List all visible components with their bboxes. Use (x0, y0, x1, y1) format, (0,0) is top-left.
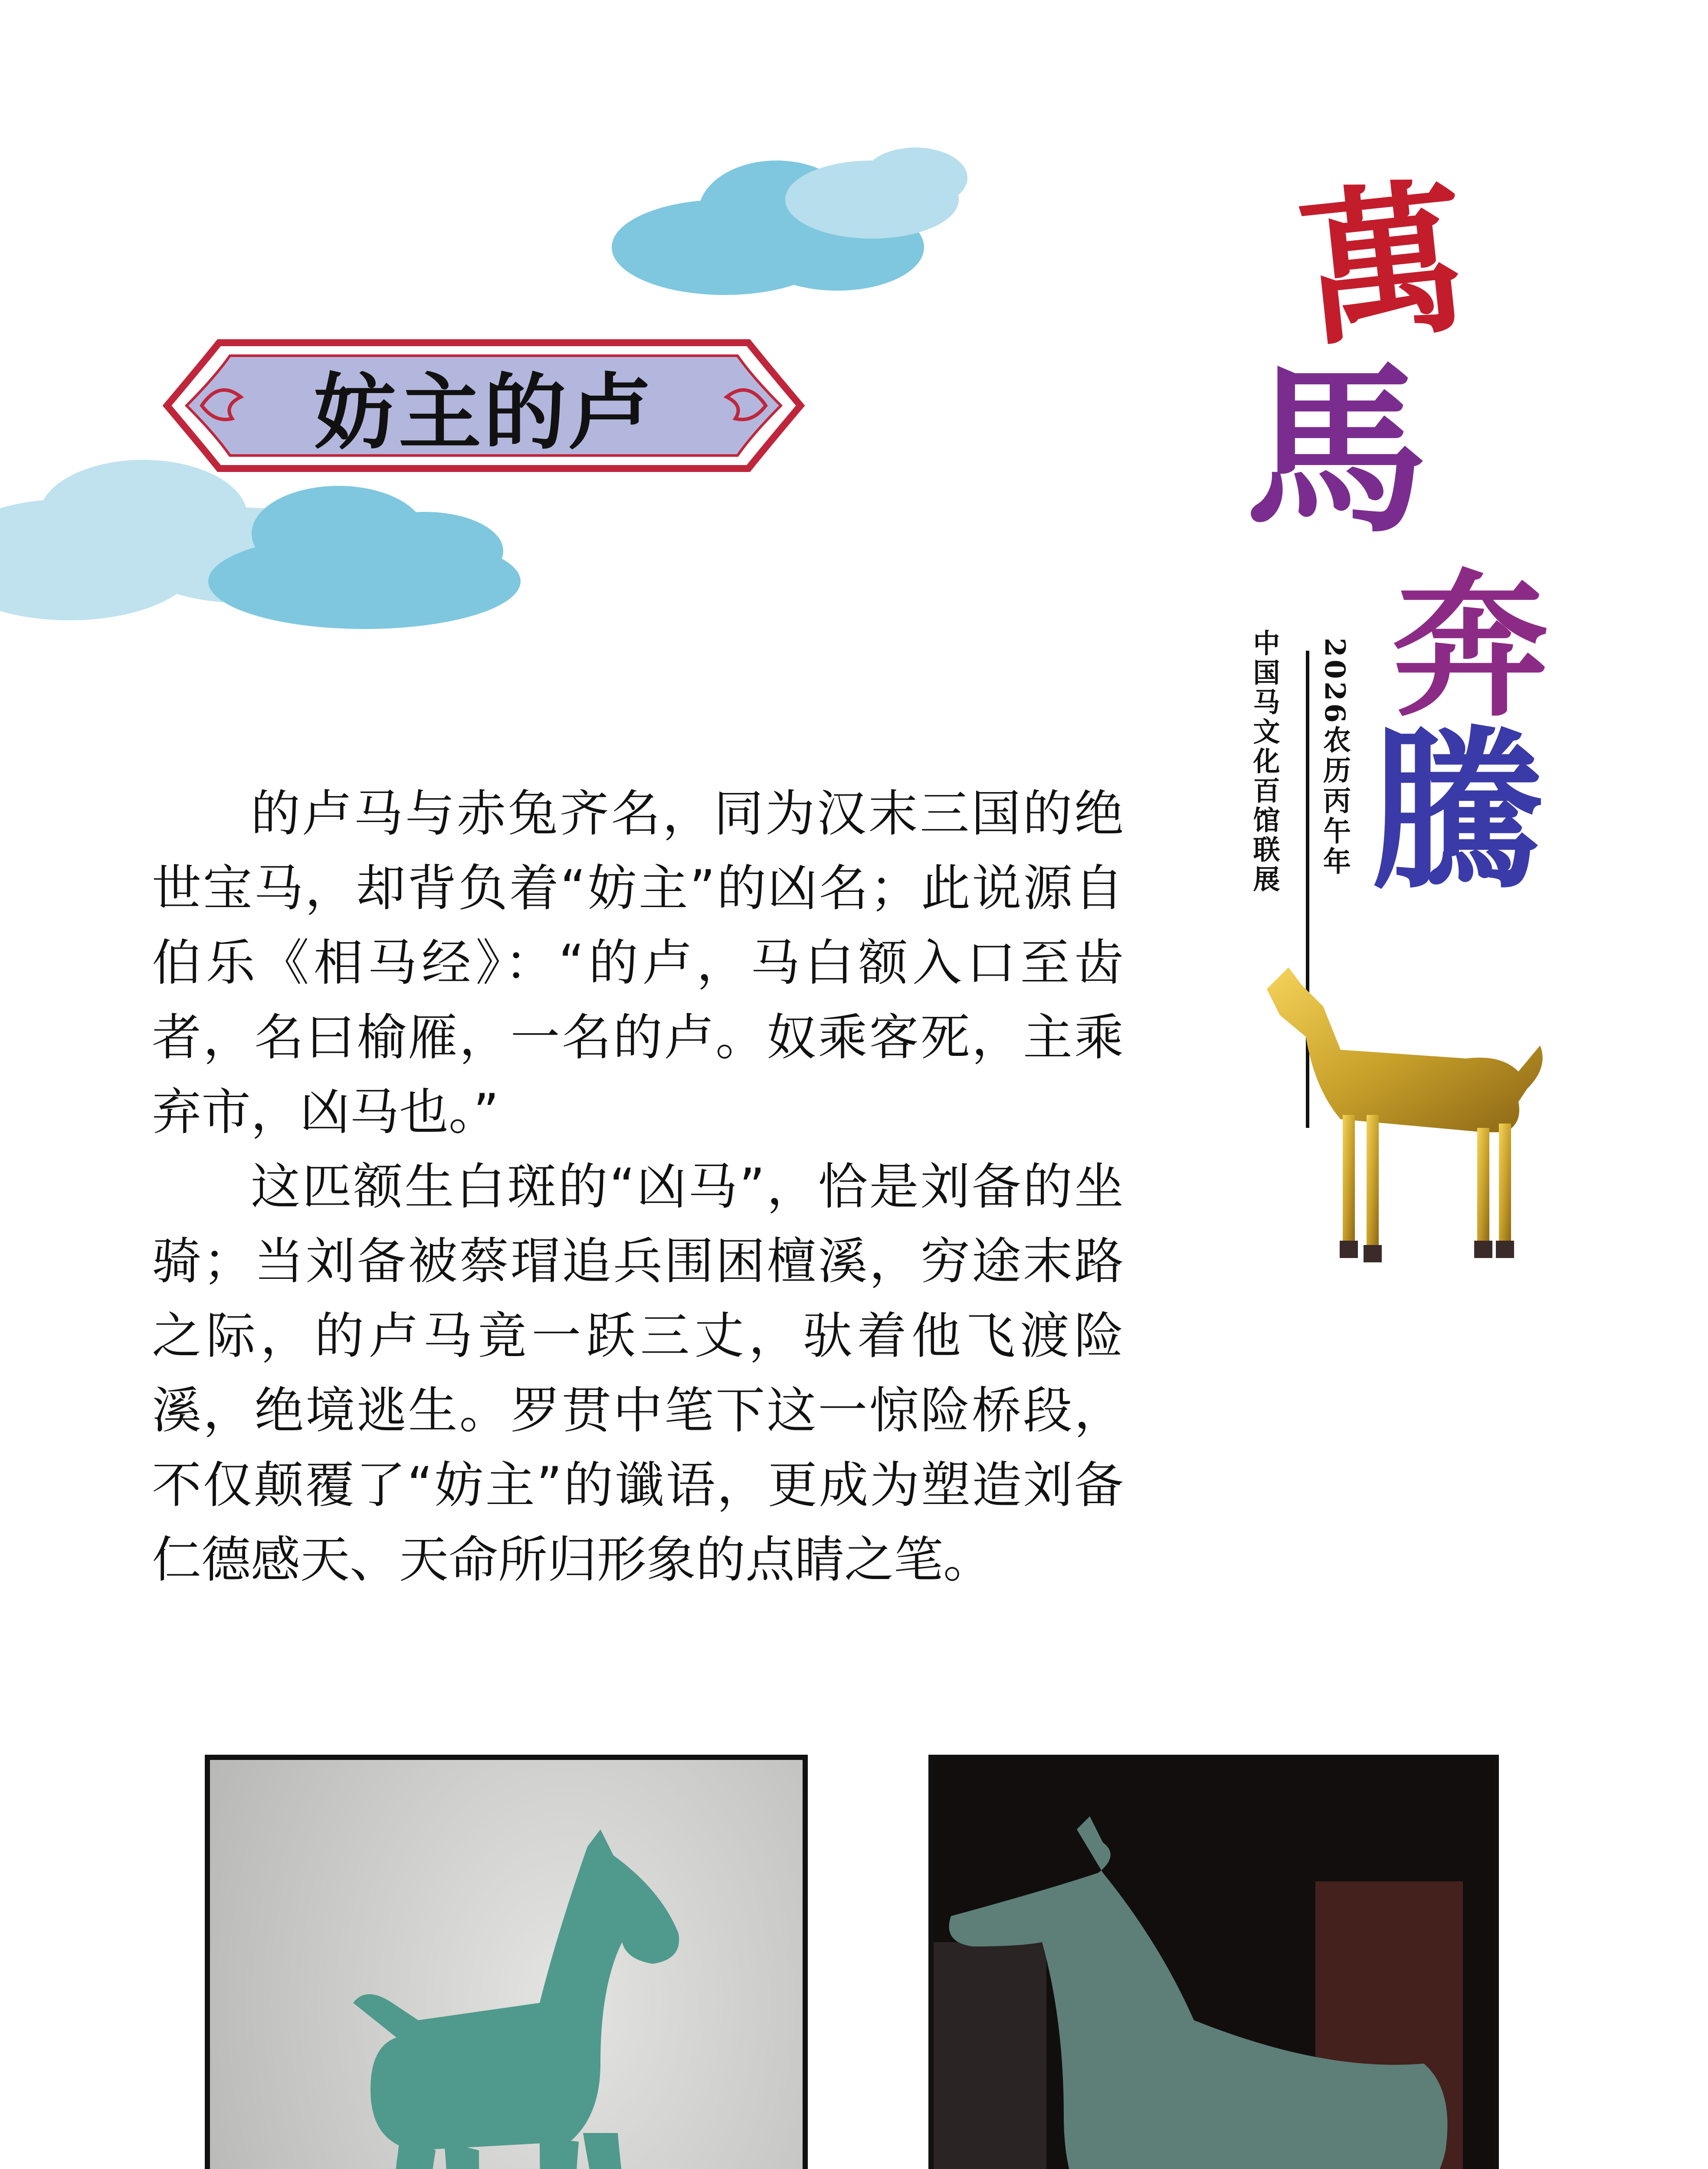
logo-char-ben: 奔 (1393, 554, 1549, 738)
cloud-top-right (594, 147, 985, 304)
bronze-horse-figure (934, 1760, 1494, 2169)
article-body (152, 777, 1124, 1597)
bronze-horse-figure (210, 1760, 803, 2169)
logo-year-line: 2026农历丙午年 (1318, 638, 1351, 878)
bronze-horse-photo-left (205, 1755, 808, 2169)
page-title: 妨主的卢 (313, 364, 654, 461)
article-paragraph: 这匹额生白斑的“凶马”，恰是刘备的坐骑；当刘备被蔡瑁追兵围困檀溪，穷途末路之际，的卢马竟一跃三丈，驮着他飞渡险溪，绝境逃生。罗贯中笔下这一惊险桥段，不仅颠覆了“妨主”的谶语，更成为塑造刘备仁德感天、天命所归形象的点睛之笔。 (152, 1158, 1124, 1589)
golden-horse-image (1241, 959, 1557, 1271)
logo-char-ma: 馬 (1245, 344, 1427, 558)
bronze-horse-photo-right (928, 1755, 1499, 2169)
logo-char-wan: 萬 (1292, 159, 1476, 370)
logo-char-teng: 騰 (1371, 709, 1544, 913)
exhibition-logo (1228, 159, 1610, 1271)
logo-expo-line: 中国马文化百馆联展 (1249, 629, 1280, 894)
title-banner (154, 330, 813, 482)
article-paragraph: 的卢马与赤兔齐名，同为汉末三国的绝世宝马，却背负着“妨主”的凶名；此说源自伯乐《相马经》：“的卢，马白额入口至齿者，名曰榆雁，一名的卢。奴乘客死，主乘弃市，凶马也。” (152, 785, 1124, 1141)
